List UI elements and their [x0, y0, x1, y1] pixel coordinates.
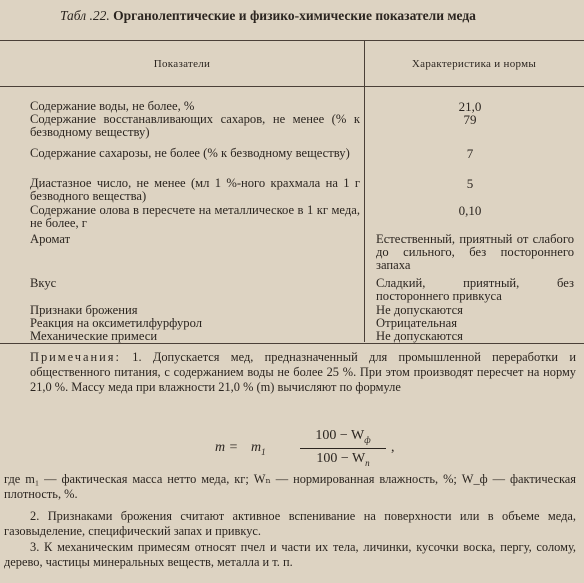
row-aroma-indicator: Аромат: [30, 232, 71, 246]
formula-lhs: m =: [215, 440, 239, 455]
row-diastase-value: 5: [466, 176, 474, 191]
header-bottom-rule: [0, 86, 584, 87]
note-1-text: 1. Допускается мед, предназначенный для промышленной переработки и общественного питания, с содержанием воды не более 25 %. При этом производят пересчет на норму 21,0 %. Массу меда при влажности 21,0 % (m) вычисляют по формуле: [30, 350, 577, 394]
row-impurities-indicator: Механические примеси: [30, 329, 158, 343]
table-title: [60, 8, 580, 24]
row-water-indicator: Содержание воды, не более, %: [30, 99, 195, 113]
row-tin-value: 0,10: [458, 203, 482, 218]
table-number: Табл .22.: [60, 8, 110, 23]
formula-denominator: $100 - W_n$: [316, 451, 370, 468]
row-diastase-indicator: Диастазное число, не менее (мл 1 %-ного крахмала на 1 г безводного вещества): [30, 176, 360, 204]
row-sucrose-indicator: Содержание сахарозы, не более (% к безводному веществу): [30, 146, 350, 160]
formula-legend: где m₁ — фактическая масса нетто меда, кг; Wₙ — нормированная влажность, %; W_ф — фактическая плотность, %.: [4, 472, 576, 501]
row-taste-value: Сладкий, приятный, без постороннего привкуса: [376, 276, 574, 304]
row-hmf-value: Отрицательная: [376, 316, 458, 330]
formula-fraction-bar: [300, 448, 386, 449]
row-reducing-sugars-indicator: Содержание восстанавливающих сахаров, не менее (% к безводному веществу): [30, 112, 360, 140]
table-caption: Органолептические и физико-химические показатели меда: [113, 8, 476, 23]
row-taste-indicator: Вкус: [30, 276, 57, 290]
row-impurities-value: Не допускаются: [376, 329, 463, 343]
formula-comma: ,: [391, 440, 395, 455]
table-top-rule: [0, 40, 584, 41]
row-aroma-value: Естественный, приятный от слабого до сильного, без постороннего запаха: [376, 232, 574, 273]
row-hmf-indicator: Реакция на оксиметилфурфурол: [30, 316, 203, 330]
row-reducing-sugars-value: 79: [463, 112, 477, 127]
notes-label: Примечания:: [30, 350, 121, 364]
formula-numerator: $100 - W_ф$: [315, 428, 371, 445]
column-header-indicator: Показатели: [153, 58, 211, 70]
note-2: 2. Признаками брожения считают активное вспенивание на поверхности или в объеме меда, газовыделение, специфический запах и привкус.: [4, 509, 576, 538]
row-water-value: 21,0: [458, 99, 482, 114]
table-bottom-rule: [0, 343, 584, 344]
row-sucrose-value: 7: [466, 146, 474, 161]
row-fermentation-indicator: Признаки брожения: [30, 303, 138, 317]
note-1: [30, 350, 576, 395]
note-3: 3. К механическим примесям относят пчел и части их тела, личинки, кусочки воска, пергу, солому, дерево, частицы минеральных веществ, металла и т. п.: [4, 540, 576, 569]
column-header-norm: Характеристика и нормы: [411, 58, 537, 70]
formula-m1: $m_1$: [251, 440, 266, 457]
row-fermentation-value: Не допускаются: [376, 303, 463, 317]
row-tin-indicator: Содержание олова в пересчете на металлическое в 1 кг меда, не более, г: [30, 203, 360, 231]
